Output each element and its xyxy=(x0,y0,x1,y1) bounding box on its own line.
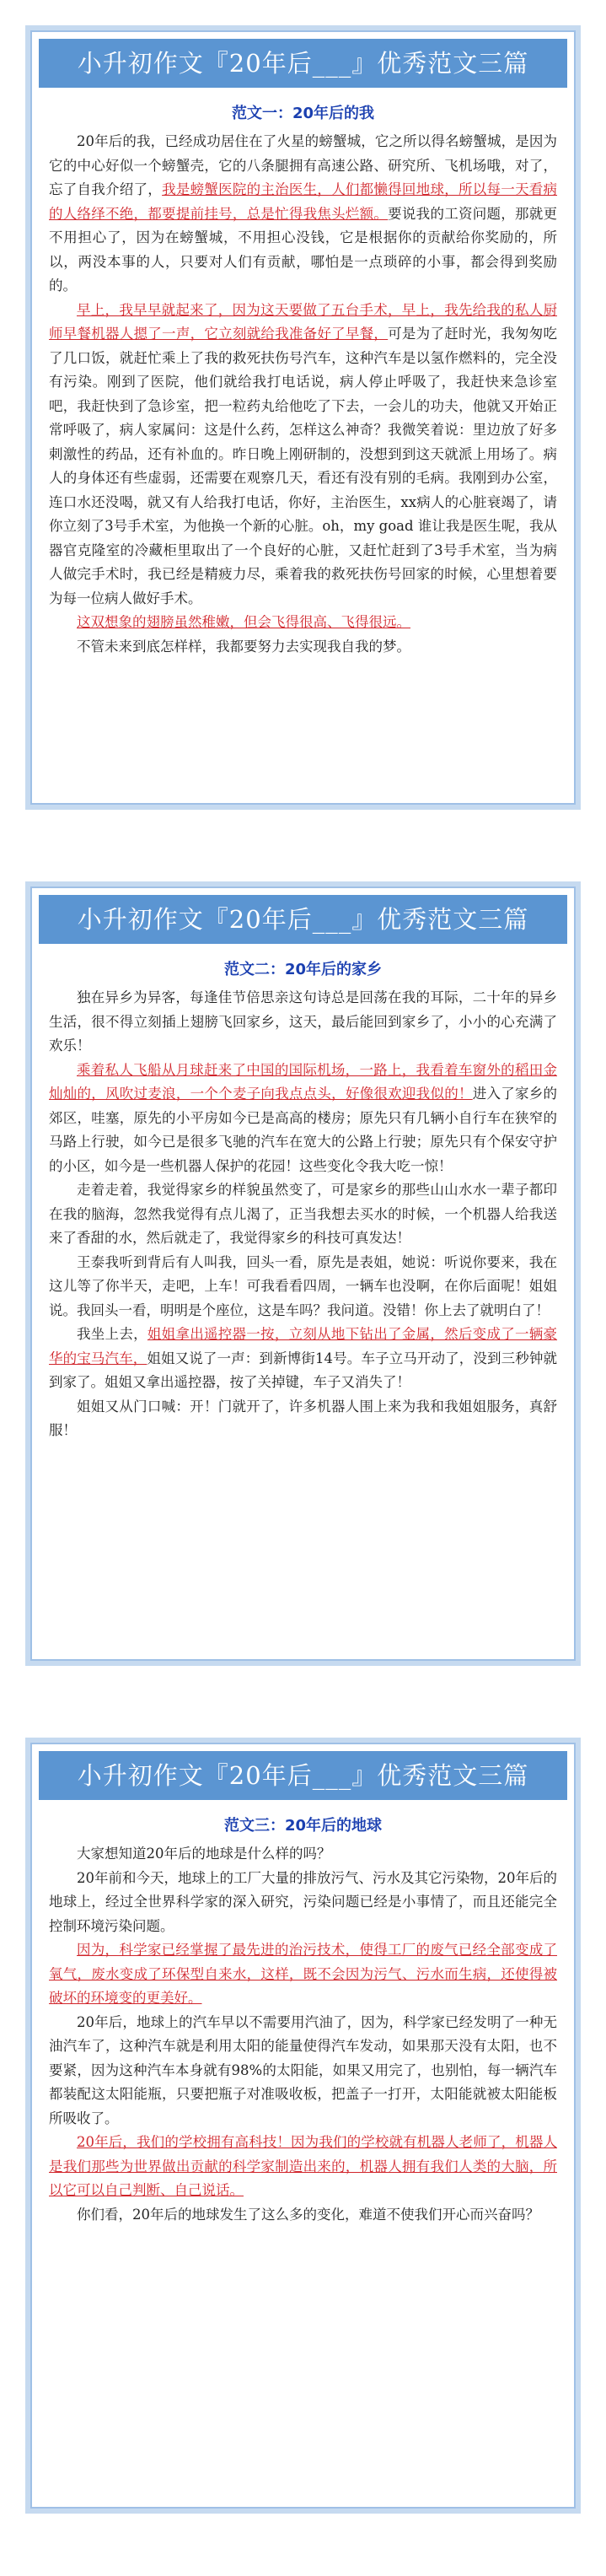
article-body xyxy=(49,957,557,1443)
paragraph xyxy=(49,1842,557,1867)
highlighted-text: 因为，科学家已经掌握了最先进的治污技术，使得工厂的废气已经全部变成了氧气，废水变成了环保型自来水，这样，既不会因为污气、污水而生病，还使得被破坏的环境变的更美好。 xyxy=(49,1942,557,2006)
article-card-1 xyxy=(25,25,581,810)
article-body xyxy=(49,1813,557,2227)
paragraph xyxy=(49,1059,557,1179)
highlighted-text: 早上，我早早就起来了，因为这天要做了五台手术，早上，我先给我的私人厨师早餐机器人摁了一声，它立刻就给我准备好了早餐， xyxy=(49,301,557,342)
paragraph xyxy=(49,2131,557,2203)
article-title: 范文一：20年后的我 xyxy=(231,105,375,122)
highlighted-text: 20年后，我们的学校拥有高科技！因为我们的学校就有机器人老师了，机器人是我们那些为世界做出贡献的科学家制造出来的，机器人拥有我们人类的大脑，所以它可以自己判断、自己说话。 xyxy=(49,2134,557,2198)
paragraph xyxy=(49,635,557,660)
card-header: 小升初作文『20年后___』优秀范文三篇 xyxy=(39,39,567,88)
paragraph xyxy=(49,299,557,612)
card-header: 小升初作文『20年后___』优秀范文三篇 xyxy=(39,895,567,944)
paragraph xyxy=(49,1395,557,1443)
body-text: 姐姐又说了一声：到新博街14号。车子立马开动了，没到三秒钟就到家了。姐姐又拿出遥控器，按了关掉键，车子又消失了！ xyxy=(49,1350,558,1390)
card-header: 小升初作文『20年后___』优秀范文三篇 xyxy=(39,1751,567,1800)
highlighted-text: 乘着私人飞船从月球赶来了中国的国际机场，一路上，我看着车窗外的稻田金灿灿的，风吹过麦浪，一个个麦子向我点点头，好像很欢迎我似的！ xyxy=(49,1061,557,1102)
paragraph xyxy=(49,1178,557,1251)
body-text: 要说我的工资问题，那就更不用担心了，因为在螃蟹城，不用担心没钱，它是根据你的贡献给你奖励的，所以，两没本事的人，只要对人们有贡献，哪怕是一点琐碎的小事，都会得到奖励的。 xyxy=(49,205,558,294)
paragraph xyxy=(49,1251,557,1323)
body-text: 你们看，20年后的地球发生了这么多的变化，难道不使我们开心而兴奋吗？ xyxy=(77,2206,539,2223)
highlighted-text: 姐姐拿出遥控器一按，立刻从地下钻出了金属，然后变成了一辆豪华的宝马汽车， xyxy=(49,1326,558,1366)
paragraph xyxy=(49,986,557,1059)
paragraph xyxy=(49,611,557,635)
body-text: 王泰我听到背后有人叫我，回头一看，原先是表姐，她说：听说你要来，我在这儿等了你半天，走吧，上车！可我看看四周，一辆车也没啊，在你后面呢！姐姐说。我回头一看，明明是个座位，这是车吗？我问道。没错！你上去了就明白了！ xyxy=(49,1253,557,1318)
paragraphs xyxy=(49,986,557,1443)
body-text: 20年后的我，已经成功居住在了火星的螃蟹城，它之所以得名螃蟹城，是因为它的中心好似一个螃蟹壳，它的八条腿拥有高速公路、研究所、飞机场哦，对了，忘了自我介绍了， xyxy=(49,133,557,197)
article-body xyxy=(49,101,557,659)
article-card-2 xyxy=(25,881,581,1666)
body-text: 走着走着，我觉得家乡的样貌虽然变了，可是家乡的那些山山水水一辈子都印在我的脑海，忽然我觉得有点儿渴了，正当我想去买水的时候，一个机器人给我送来了香甜的水，然后就走了，我觉得家乡的科技可真发达！ xyxy=(49,1182,557,1246)
body-text: 不管未来到底怎样样，我都要努力去实现我自我的梦。 xyxy=(77,638,410,655)
paragraph xyxy=(49,2203,557,2228)
paragraphs xyxy=(49,130,557,659)
paragraph xyxy=(49,1867,557,1939)
highlighted-text: 我是螃蟹医院的主治医生，人们都懒得回地球，所以每一天看病的人络绎不绝，都要提前挂号，总是忙得我焦头烂额。 xyxy=(49,181,558,222)
body-text: 20年后，地球上的汽车早以不需要用汽油了，因为，科学家已经发明了一种无油汽车了，这种汽车就是利用太阳的能量使得汽车发动，如果那天没有太阳，也不要紧，因为这种汽车本身就有98%的太阳能，如果又用完了，也别怕，每一辆汽车都装配这太阳能瓶，只要把瓶子对准吸收板，把盖子一打开，太阳能就被太阳能板所吸收了。 xyxy=(49,2013,557,2126)
highlighted-text: 这双想象的翅膀虽然稚嫩，但会飞得很高、飞得很远。 xyxy=(77,614,410,630)
paragraph xyxy=(49,130,557,299)
paragraph xyxy=(49,1938,557,2011)
paragraph xyxy=(49,2011,557,2131)
paragraph xyxy=(49,1323,557,1395)
body-text: 大家想知道20年后的地球是什么样的吗？ xyxy=(77,1846,331,1862)
article-title: 范文二：20年后的家乡 xyxy=(223,961,383,978)
body-text: 20年前和今天，地球上的工厂大量的排放污气、污水及其它污染物，20年后的地球上，经过全世界科学家的深入研究，污染问题已经是小事情了，而且还能完全控制环境污染问题。 xyxy=(49,1869,557,1934)
body-text: 我坐上去， xyxy=(77,1326,147,1342)
paragraphs xyxy=(49,1842,557,2227)
body-text: 进入了家乡的郊区，哇塞，原先的小平房如今已是高高的楼房；原先只有几辆小自行车在狭窄的马路上行驶，如今已是很多飞驰的汽车在宽大的公路上行驶；原先只有个保安守护的小区，如今是一些机器人保护的花园！这些变化令我大吃一惊！ xyxy=(49,1086,558,1174)
body-text: 可是为了赶时光，我匆匆吃了几口饭，就赶忙乘上了我的救死扶伤号汽车，这种汽车是以氢作燃料的，完全没有污染。刚到了医院，他们就给我打电话说，病人停止呼吸了，我赶快来急诊室吧，我赶快到了急诊室，把一粒药丸给他吃了下去，一会儿的功夫，他就又开始正常呼吸了，病人家属问：这是什么药，怎样这么神奇？我微笑着说：里边放了好多刺激性的药品，还有补血的。昨日晚上刚研制的，没想到到这天就派上用场了。病人的身体还有些虚弱，还需要在观察几天，看还有没有别的毛病。我刚到办公室，连口水还没喝，就又有人给我打电话，你好，主治医生，xx病人的心脏衰竭了，请你立刻了3号手术室，为他换一个新的心脏。oh，my goad 谁让我是医生呢，我从器官克隆室的冷藏柜里取出了一个良好的心脏，又赶忙赶到了3号手术室，当为病人做完手术时，我已经是精疲力尽，乘着我的救死扶伤号回家的时候，心里想着要为每一位病人做好手术。 xyxy=(49,326,558,606)
article-card-3 xyxy=(25,1738,581,2514)
article-title: 范文三：20年后的地球 xyxy=(223,1817,383,1835)
body-text: 独在异乡为异客，每逢佳节倍思亲这句诗总是回荡在我的耳际，二十年的异乡生活，很不得立刻插上翅膀飞回家乡，这天，最后能回到家乡了，小小的心充满了欢乐！ xyxy=(49,989,557,1054)
body-text: 姐姐又从门口喊：开！门就开了，许多机器人围上来为我和我姐姐服务，真舒服！ xyxy=(49,1398,557,1438)
